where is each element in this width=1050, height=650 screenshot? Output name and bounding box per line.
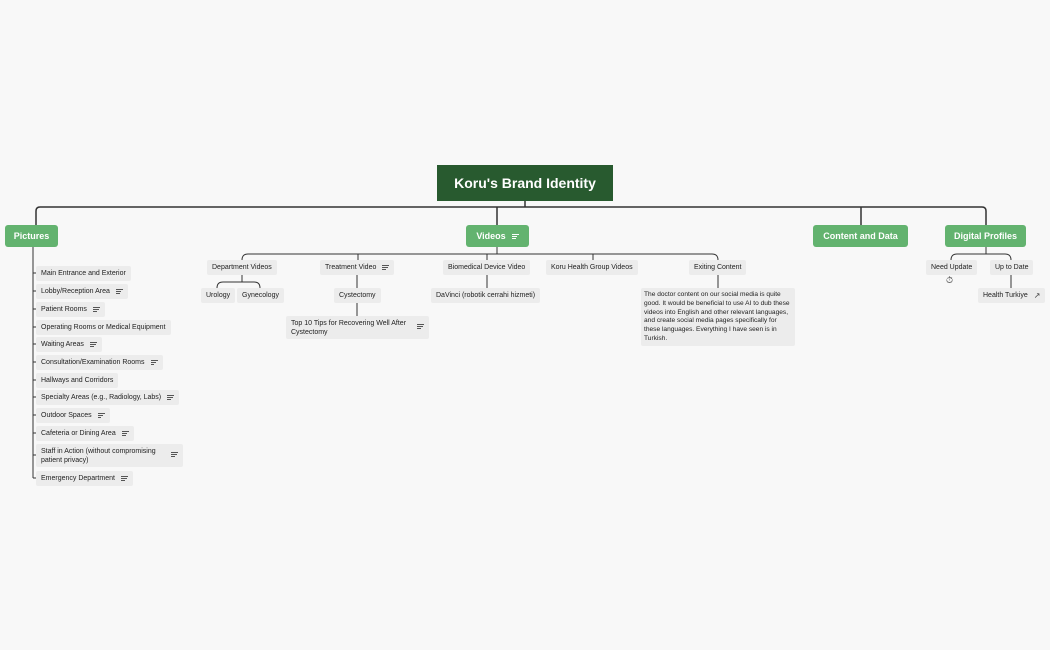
timer-icon: ⏱ bbox=[946, 275, 954, 285]
department-videos-label: Department Videos bbox=[212, 264, 272, 271]
top10-tips-label: Top 10 Tips for Recovering Well After Cystectomy bbox=[291, 320, 407, 336]
notes-icon[interactable] bbox=[167, 394, 174, 401]
treatment-video-label: Treatment Video bbox=[325, 264, 377, 271]
pictures-item-label: Staff in Action (without compromising patient privacy) bbox=[41, 448, 156, 464]
treatment-video-node[interactable] bbox=[320, 260, 394, 275]
biomedical-label: Biomedical Device Video bbox=[448, 264, 526, 271]
top10-tips-node[interactable] bbox=[286, 316, 429, 339]
topic-videos[interactable] bbox=[466, 225, 529, 247]
pictures-item-label: Outdoor Spaces bbox=[41, 412, 92, 419]
up-to-date-node[interactable] bbox=[990, 260, 1033, 275]
notes-icon[interactable] bbox=[121, 475, 128, 482]
pictures-item-11[interactable] bbox=[36, 444, 183, 467]
pictures-item-8[interactable] bbox=[36, 390, 179, 405]
exiting-content-label: Exiting Content bbox=[694, 264, 742, 271]
koru-group-label: Koru Health Group Videos bbox=[551, 264, 633, 271]
health-turkiye-node[interactable] bbox=[978, 288, 1045, 303]
urology-label: Urology bbox=[206, 292, 231, 299]
pictures-item-label: Main Entrance and Exterior bbox=[41, 270, 126, 277]
cystectomy-node[interactable] bbox=[334, 288, 381, 303]
notes-icon[interactable] bbox=[171, 451, 178, 458]
topic-videos-label: Videos bbox=[476, 231, 506, 241]
notes-icon[interactable] bbox=[417, 323, 424, 330]
pictures-item-6[interactable] bbox=[36, 355, 163, 370]
pictures-item-label: Consultation/Examination Rooms bbox=[41, 359, 145, 366]
notes-icon[interactable] bbox=[93, 306, 100, 313]
pictures-item-label: Patient Rooms bbox=[41, 306, 87, 313]
health-turkiye-label: Health Turkiye bbox=[983, 292, 1028, 299]
cystectomy-label: Cystectomy bbox=[339, 292, 376, 299]
need-update-node[interactable] bbox=[926, 260, 977, 275]
topic-pictures[interactable] bbox=[5, 225, 58, 247]
pictures-item-label: Emergency Department bbox=[41, 475, 115, 482]
davinci-node[interactable] bbox=[431, 288, 540, 303]
topic-digital-profiles[interactable] bbox=[945, 225, 1026, 247]
notes-icon[interactable] bbox=[98, 412, 105, 419]
root-topic[interactable] bbox=[437, 165, 613, 201]
notes-icon[interactable] bbox=[382, 264, 389, 271]
notes-icon[interactable] bbox=[151, 359, 158, 366]
notes-icon[interactable] bbox=[512, 233, 519, 240]
pictures-item-label: Operating Rooms or Medical Equipment bbox=[41, 324, 166, 331]
pictures-item-5[interactable] bbox=[36, 337, 102, 352]
pictures-item-2[interactable] bbox=[36, 284, 128, 299]
koru-group-videos-node[interactable] bbox=[546, 260, 638, 275]
notes-icon[interactable] bbox=[116, 288, 123, 295]
need-update-label: Need Update bbox=[931, 264, 973, 271]
notes-icon[interactable] bbox=[122, 430, 129, 437]
biomedical-device-node[interactable] bbox=[443, 260, 530, 275]
pictures-item-9[interactable] bbox=[36, 408, 110, 423]
pictures-item-label: Specialty Areas (e.g., Radiology, Labs) bbox=[41, 394, 162, 401]
exiting-note-text: The doctor content on our social media is quite good. It would be beneficial to use AI to dub these videos into English and other relevant languages, and create social media pages specifically for these languages. Everything I have seen is in Turkish. bbox=[644, 291, 790, 342]
exiting-content-node[interactable] bbox=[689, 260, 746, 275]
pictures-item-12[interactable] bbox=[36, 471, 133, 486]
exiting-content-note[interactable] bbox=[641, 288, 795, 346]
pictures-item-label: Waiting Areas bbox=[41, 341, 84, 348]
pictures-item-label: Lobby/Reception Area bbox=[41, 288, 110, 295]
topic-pictures-label: Pictures bbox=[13, 231, 50, 241]
urology-node[interactable] bbox=[201, 288, 235, 303]
topic-profiles-label: Digital Profiles bbox=[953, 231, 1017, 241]
department-videos-node[interactable] bbox=[207, 260, 277, 275]
external-link-icon[interactable]: ↗ bbox=[1033, 291, 1041, 300]
pictures-item-4[interactable] bbox=[36, 320, 171, 335]
topic-content-and-data[interactable] bbox=[813, 225, 908, 247]
pictures-item-label: Hallways and Corridors bbox=[41, 377, 114, 384]
notes-icon[interactable] bbox=[90, 341, 97, 348]
up-to-date-label: Up to Date bbox=[995, 264, 1029, 271]
pictures-item-3[interactable] bbox=[36, 302, 105, 317]
pictures-item-10[interactable] bbox=[36, 426, 134, 441]
root-title: Koru's Brand Identity bbox=[454, 175, 596, 191]
pictures-item-1[interactable] bbox=[36, 266, 131, 281]
pictures-item-7[interactable] bbox=[36, 373, 118, 388]
gynecology-node[interactable] bbox=[237, 288, 284, 303]
gynecology-label: Gynecology bbox=[242, 292, 279, 299]
davinci-label: DaVinci (robotik cerrahi hizmeti) bbox=[436, 292, 536, 299]
pictures-item-label: Cafeteria or Dining Area bbox=[41, 430, 116, 437]
topic-content-label: Content and Data bbox=[823, 231, 898, 241]
